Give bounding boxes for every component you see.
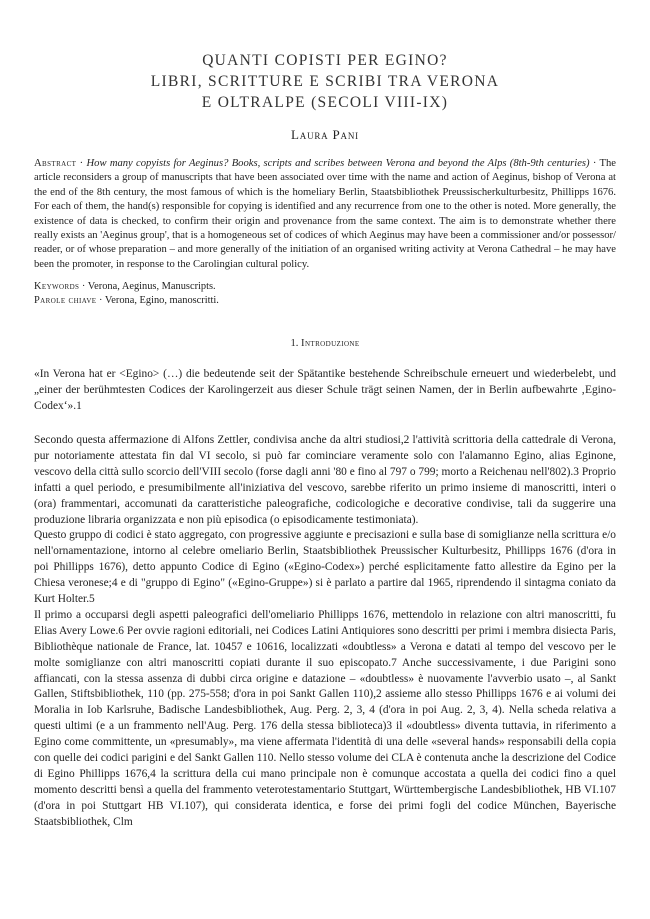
keywords-block: Keywords · Verona, Aeginus, Manuscripts. Parole chiave · Verona, Egino, manoscritti. [34, 281, 219, 307]
section-title: Introduzione [301, 338, 360, 350]
section-number: 1. [290, 338, 299, 350]
parole-chiave-label: Parole chiave [34, 295, 97, 307]
abstract-text: The article reconsiders a group of manuscripts that have been associated over time with the name and action of Aeginus, bishop of Verona at the end of the 8th century, the most famous of which is the homeliary Berlin, Staatsbibliothek Preussischerkulturbesitz, Phillipps 1676. For each of them, the hand(s) responsible for copying is identified and any recurrence from one to the other is noted. More generally, the existence of data is checked, to confirm their origin and provenance from the same context. The aim is to demonstrate whether there really exists an 'Aeginus group', that is a homogeneous set of codices of which Aeginus may have been a commissioner and/or possessor/ reader, or of whose preparation – and more generally of the initiation of an organised writing activity at Verona Cathedral – he may have been the promoter, in response to the Carolingian cultural policy. [34, 158, 617, 270]
keywords-text: Verona, Aeginus, Manuscripts. [87, 281, 216, 293]
paragraph-quote: «In Verona hat er <Egino> (…) die bedeutende seit der Spätantike bestehende Schreibschule erneuert und wiederbelebt, und „einer der berühmtesten Codices der Karolingerzeit aus dieser Schule trägt seinen Namen, der in Berlin aufbewahrte ‚Egino-Codex‘».1 [34, 368, 616, 413]
article-title [34, 50, 616, 113]
title-line-1: QUANTI COPISTI PER EGINO? [202, 52, 448, 69]
title-line-2: LIBRI, SCRITTURE E SCRIBI TRA VERONA [150, 73, 500, 90]
section-heading [34, 338, 616, 349]
paragraph-2: Secondo questa affermazione di Alfons Zettler, condivisa anche da altri studiosi,2 l'attività scrittoria della cattedrale di Verona, pur notoriamente attestata fin dal VI secolo, si può far cominciare veramente solo con l'alamanno Egino, alias Eginone, vescovo della città sullo scorcio dell'VIII secolo (forse dagli anni '80 e fino al 797 o 799; morto a Reichenau nell'802).3 Proprio infatti a quel periodo, e presumibilmente all'iniziativa del vescovo, sarebbe riferito un primo insieme di manoscritti, interi o (ora) frammentari, accomunati da caratteristiche paleografiche, codicologiche e decorative condivise, tali da suggerire una produzione libraria organizzata e non più episodica (o episodicamente testimoniata). [34, 433, 616, 526]
abstract: Abstract · How many copyists for Aeginus? Books, scripts and scribes between Verona and beyond the Alps (8th-9th centuries) · The article reconsiders a group of manuscripts that have been associated over time with the name and action of Aeginus, bishop of Verona at the end of the 8th century, the most famous of which is the homeliary Berlin, Staatsbibliothek Preussischerkulturbesitz, Phillipps 1676. For each of them, the hand(s) responsible for copying is identified and any recurrence from one to the other is noted. More generally, the existence of data is checked, to confirm their origin and provenance from the same context. The aim is to demonstrate whether there really exists an 'Aeginus group', that is a homogeneous set of codices of which Aeginus may have been a commissioner and/or possessor/ reader, or of whose preparation – and more generally of the initiation of an organised writing activity at Verona Cathedral – he may have been the promoter, in response to the Carolingian cultural policy. [34, 158, 617, 270]
author-name: Laura Pani [291, 127, 359, 142]
abstract-english-title: How many copyists for Aeginus? Books, scripts and scribes between Verona and beyond the Alps (8th-9th centuries) [86, 158, 590, 169]
title-line-3: E OLTRALPE (SECOLI VIII-IX) [201, 94, 449, 111]
keywords-label: Keywords [34, 281, 80, 293]
article-page [34, 50, 616, 831]
parole-chiave-text: Verona, Egino, manoscritti. [104, 295, 219, 307]
body-text [34, 367, 616, 830]
paragraph-3: Questo gruppo di codici è stato aggregato, con progressive aggiunte e precisazioni e sulla base di somiglianze nella scrittura e/o nell'ornamentazione, intorno al celebre omeliario Berlin, Staatsbibliothek Preussischer Kulturbesitz, Phillipps 1676 (d'ora in poi Phillipps 1676), detto appunto Codice di Egino («Egino-Codex») perché esplicitamente fatto allestire da Egino per la Chiesa veronese;4 e di "gruppo di Egino" («Egino-Gruppe») si è parlato a partire dal 1965, riprendendo il sintagma coniato da Kurt Holter.5 [34, 529, 617, 606]
abstract-label: Abstract [34, 158, 77, 169]
paragraph-4: Il primo a occuparsi degli aspetti paleografici dell'omeliario Phillipps 1676, mettendolo in relazione con altri manoscritti, fu Elias Avery Lowe.6 Per ovvie ragioni editoriali, nei Codices Latini Antiquiores sono descritti per primi i membra disiecta Paris, Bibliothèque nationale de France, lat. 10457 e 10616, localizzati «doubtless» a Verona e datati al tempo del vescovo per le molte somiglianze con altri manoscritti copiati durante il suo episcopato.7 Anche successivamente, i due Parigini sono affiancati, con la stessa assenza di dubbi circa origine e datazione – «doubtless» è nuovamente l'avverbio usato –, al Sankt Gallen, Stiftsbibliothek, 110 (pp. 275-558; d'ora in poi Sankt Gallen 110),2 assieme allo stesso Phillipps 1676 e ai volumi dei Moralia in Iob Karlsruhe, Badische Landesbibliothek, Aug. Perg. 2, 3, 4 (d'ora in poi Aug. 2, 3, 4). Nella scheda relativa a questi ultimi (e a un frammento nell'Aug. Perg. 176 della stessa biblioteca)3 il «doubtless» diventa tuttavia, in riferimento a Egino come committente, un «presumably», ma viene affermata l'identità di una delle «several hands» responsabili della copia con quelle dei codici parigini e del Sankt Gallen 110. Nello stesso volume dei CLA è contenuta anche la descrizione del Codice di Egino Phillipps 1676,4 la scrittura della cui mano principale non è comunque accostata a quella dei codici fino a quel momento descritti bensì a quella del frammento veterotestamentario Stuttgart, Württembergische Landesbibliothek, HB VI.107 (d'ora in poi Stuttgart HB VI.107), qui considerata identica, e forse dei primi fogli del codice München, Bayerische Staatsbibliothek, Clm [34, 608, 616, 828]
